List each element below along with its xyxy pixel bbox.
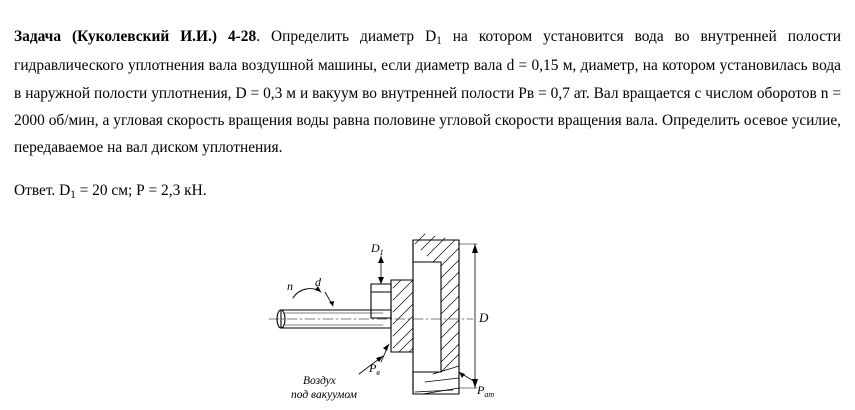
label-D: D [478, 309, 488, 325]
d1-arrow-up [378, 256, 384, 263]
housing-outline [413, 240, 459, 394]
pat-arrowhead [459, 372, 465, 378]
problem-body-part1: . Определить диаметр D [256, 28, 437, 46]
pv-arrowhead [383, 344, 389, 351]
d1-arrow-down [378, 277, 384, 284]
seal-disc-hatching [393, 280, 413, 352]
problem-subscript-1: 1 [436, 35, 442, 48]
d-arrowhead [329, 301, 334, 306]
figure-caption-line2: под вакуумом [290, 388, 357, 401]
label-Pat: $P_{ат}$ [476, 382, 494, 399]
label-D1: $D_1$ [370, 240, 384, 257]
seal-assembly-svg [263, 222, 593, 407]
seal-assembly-diagram [263, 222, 593, 407]
problem-body-part2: на котором установится вода во внутренней полости гидравлического уплотнения вала воздушной машины, если диаметр вала d = 0,15 м, диаметр, на котором установилась вода в наружной полости уплотнения, D = 0,3 м и вакуум во внутренней полости Рв = 0,7 ат. Вал вращается с числом оборотов n = 2000 об/мин, а угловая скорость вращения воды равна половине угловой скорости вращения вала. Определить осевое усилие, передаваемое на вал диском уплотнения. [14, 28, 841, 157]
housing-hatching [415, 234, 459, 394]
answer-label: Ответ. D [14, 182, 71, 200]
problem-statement [14, 23, 841, 162]
answer-value: = 20 см; Р = 2,3 кН. [75, 182, 207, 200]
problem-title: Задача (Куколевский И.И.) 4-28 [14, 28, 257, 46]
answer-line [14, 177, 841, 206]
label-n: n [286, 278, 293, 293]
label-Pv: $P_в$ [368, 360, 380, 377]
figure-caption-line1: Воздух [302, 374, 336, 387]
label-d: d [314, 274, 321, 289]
answer-subscript: 1 [70, 189, 76, 202]
figure-container [14, 222, 841, 407]
d-arrow-up [472, 244, 478, 253]
